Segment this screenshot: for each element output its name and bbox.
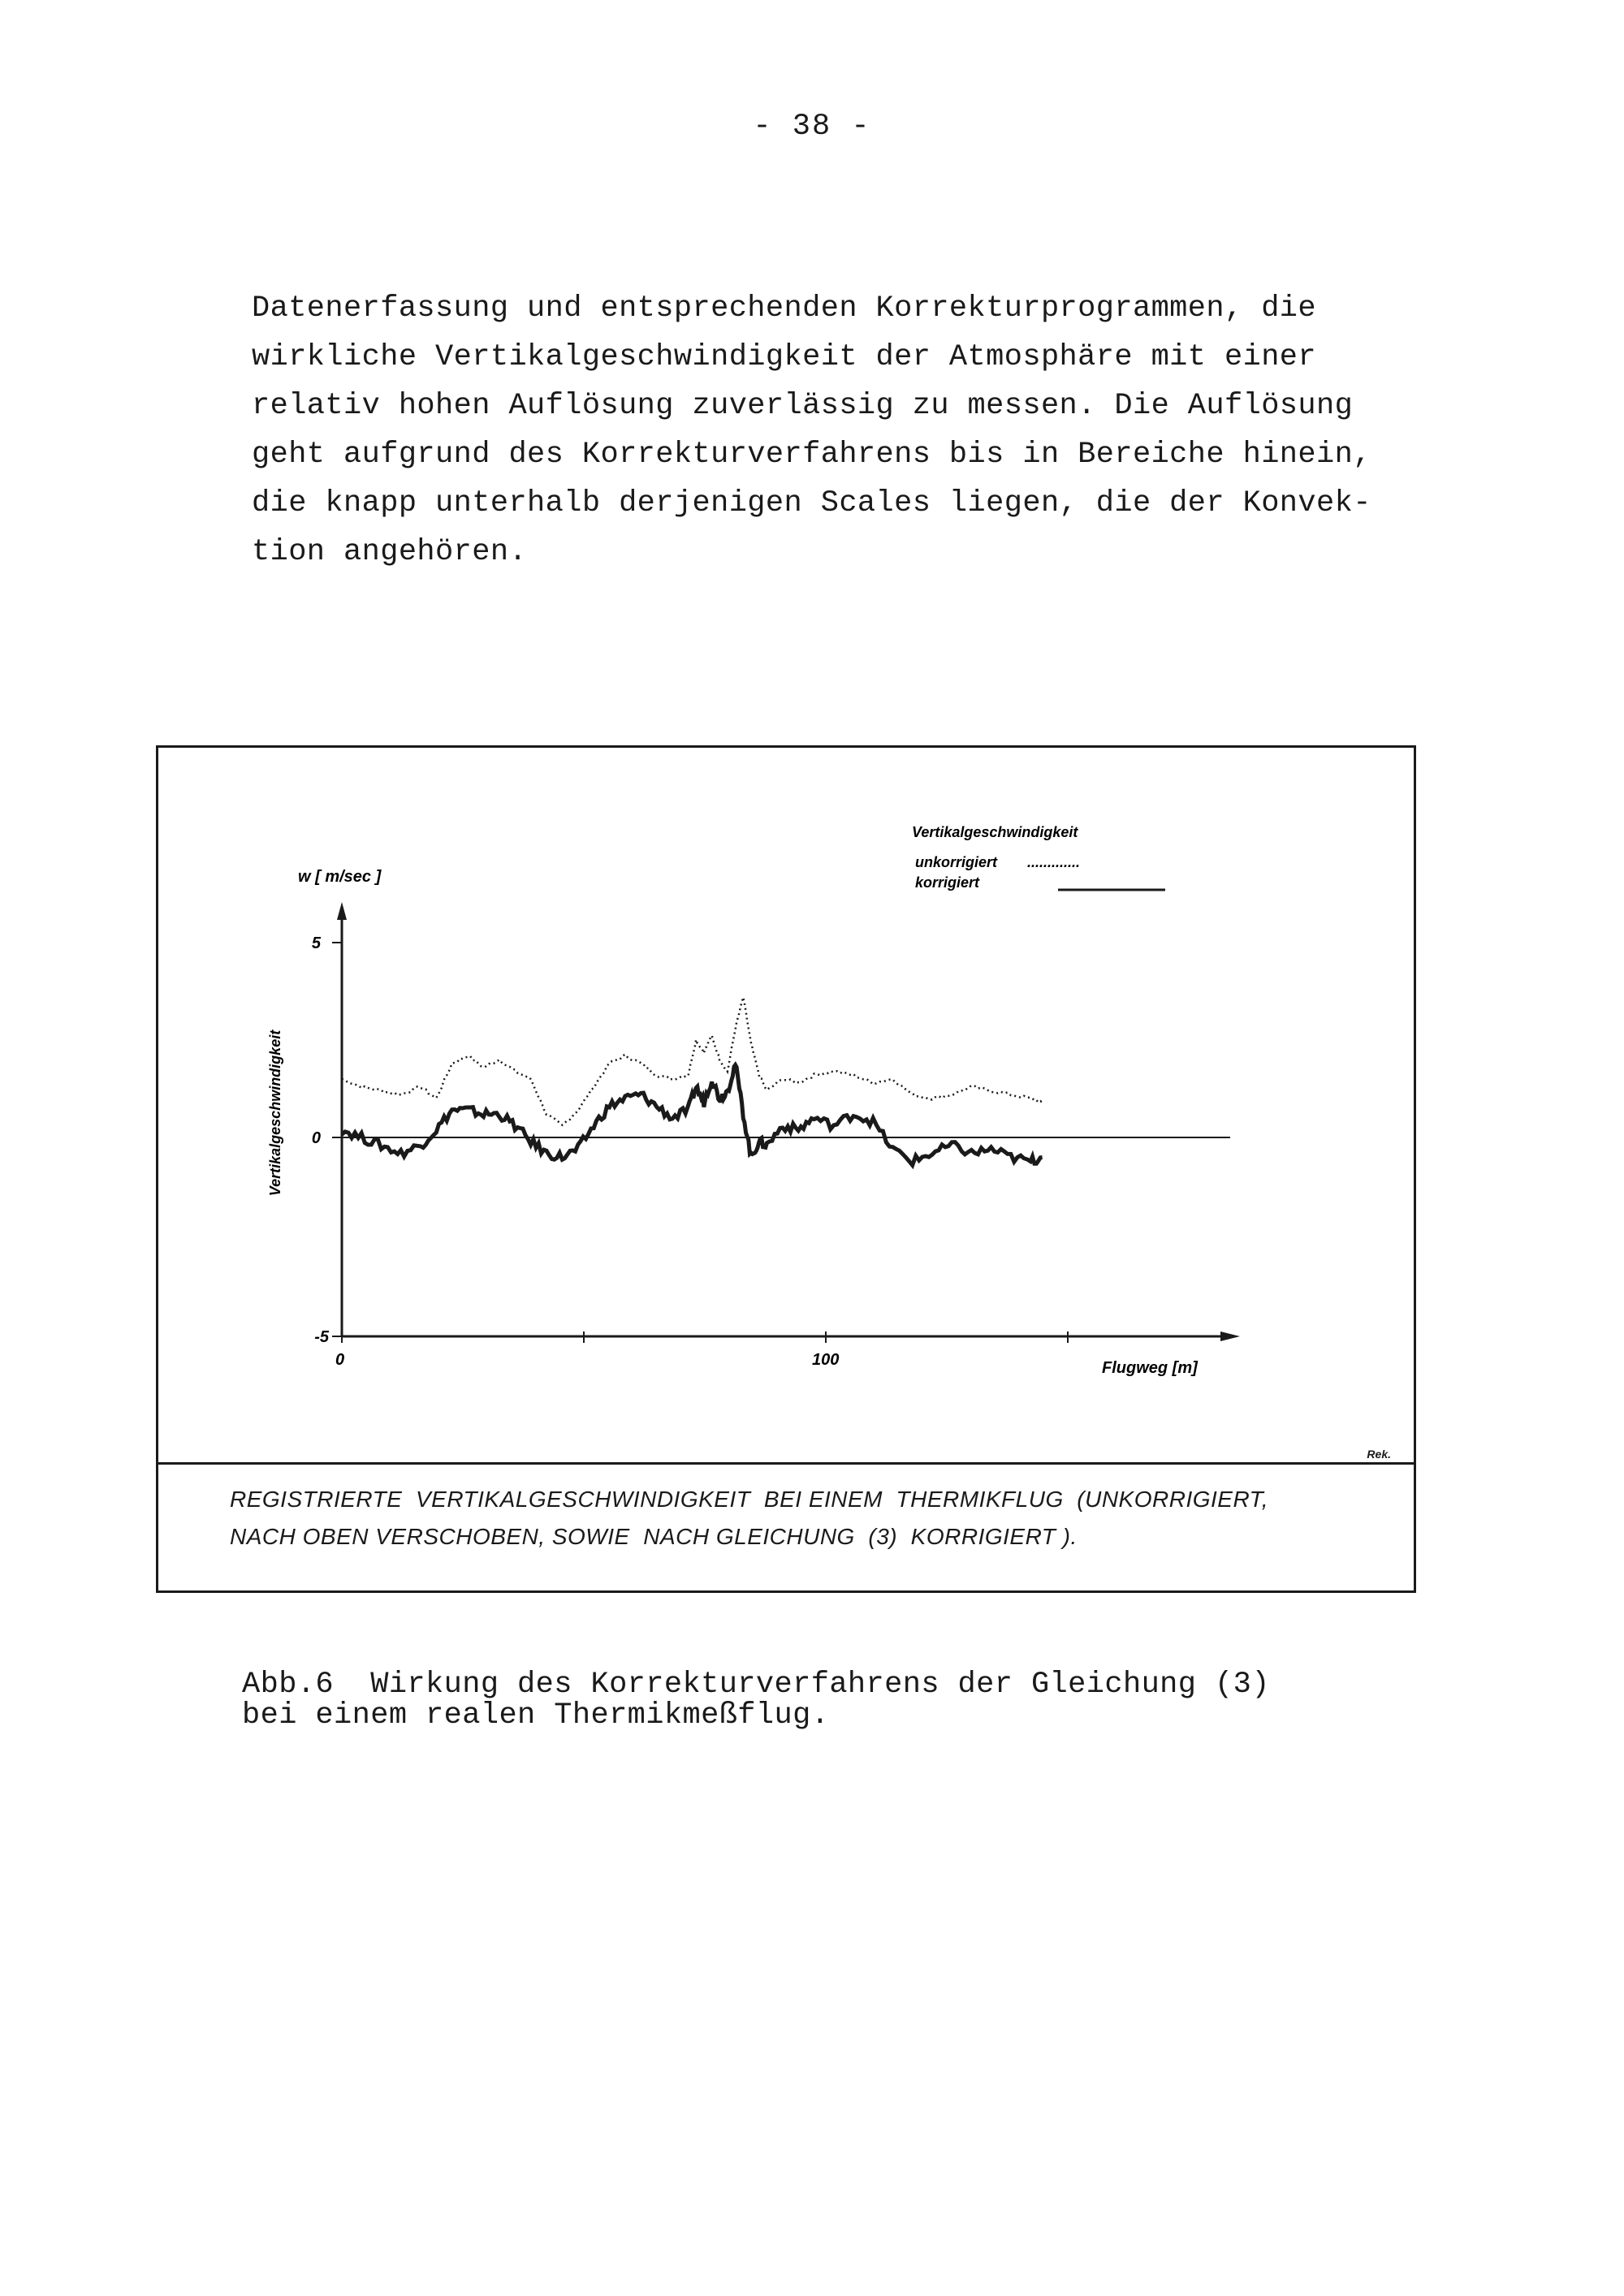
body-line: geht aufgrund des Korrekturverfahrens bis in Bereiche hinein, — [252, 438, 1371, 472]
legend-title: Vertikalgeschwindigkeit — [912, 824, 1078, 840]
chart — [158, 748, 1414, 1461]
abb-caption-line: Abb.6 Wirkung des Korrekturverfahrens der Gleichung (3) — [242, 1668, 1270, 1702]
body-line: die knapp unterhalb derjenigen Scales liegen, die der Konvek- — [252, 486, 1371, 520]
figure-box — [156, 745, 1416, 1593]
y-axis-arrow — [337, 902, 347, 920]
y-tick-label: 5 — [311, 934, 321, 952]
body-paragraph — [252, 284, 1470, 576]
body-line: wirkliche Vertikalgeschwindigkeit der Atmosphäre mit einer — [252, 340, 1317, 374]
x-axis-arrow — [1220, 1331, 1240, 1341]
y-tick-label: -5 — [314, 1328, 329, 1346]
y-unit-label: w [ m/sec ] — [298, 868, 382, 886]
series-korrigiert — [342, 1065, 1043, 1166]
figure-caption-line: NACH OBEN VERSCHOBEN, SOWIE NACH GLEICHUNG (3) KORRIGIERT ). — [230, 1524, 1078, 1549]
legend-dots-unkorrigiert: ............. — [1027, 854, 1081, 870]
x-tick-label: 0 — [335, 1351, 345, 1369]
figure-caption-line: REGISTRIERTE VERTIKALGESCHWINDIGKEIT BEI EINEM THERMIKFLUG (UNKORRIGIERT, — [230, 1487, 1268, 1512]
body-line: tion angehören. — [252, 535, 528, 569]
abb-caption-line: bei einem realen Thermikmeßflug. — [242, 1698, 830, 1733]
legend-label-korrigiert: korrigiert — [915, 874, 980, 891]
figure-divider — [158, 1462, 1414, 1465]
x-tick-label: 100 — [812, 1351, 840, 1369]
abb-caption — [242, 1669, 1270, 1731]
legend-label-unkorrigiert: unkorrigiert — [915, 854, 998, 870]
body-line: Datenerfassung und entsprechenden Korrekturprogrammen, die — [252, 291, 1317, 326]
body-line: relativ hohen Auflösung zuverlässig zu messen. Die Auflösung — [252, 389, 1354, 423]
y-tick-label: 0 — [311, 1129, 321, 1147]
x-axis-label: Flugweg [m] — [1102, 1359, 1198, 1377]
page-number: - 38 - — [753, 110, 871, 144]
series-unkorrigiert — [342, 997, 1043, 1124]
rek-label: Rek. — [1367, 1448, 1391, 1461]
y-axis-label: Vertikalgeschwindigkeit — [267, 1029, 283, 1197]
